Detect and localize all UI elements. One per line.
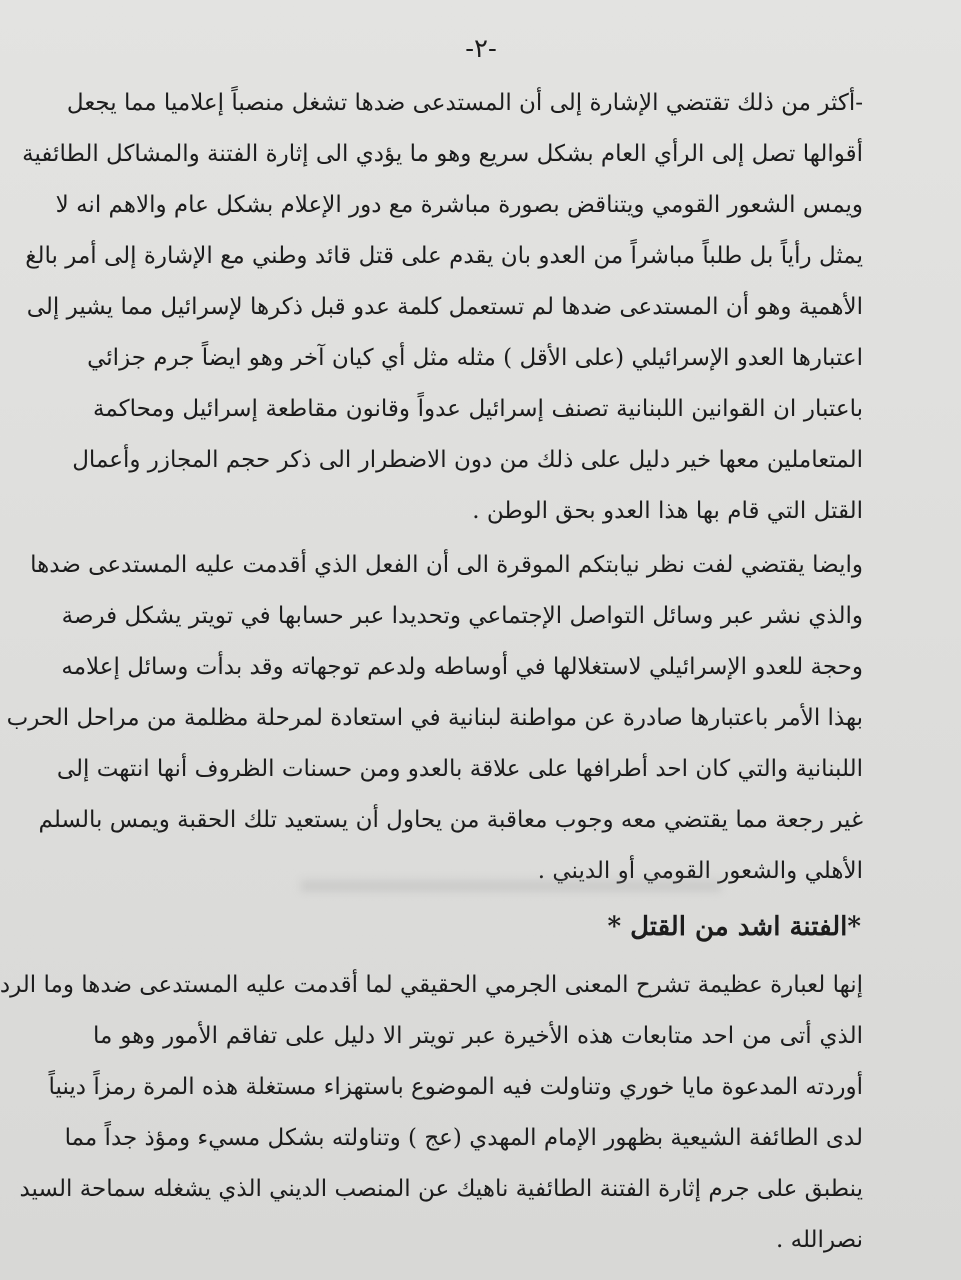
paragraph-line: الأهلي والشعور القومي أو الديني . xyxy=(537,858,863,884)
paragraph-line: وحجة للعدو الإسرائيلي لاستغلالها في أوساطه ولدعم توجهاته وقد بدأت وسائل إعلامه xyxy=(61,654,863,680)
paragraph-line: أوردته المدعوة مايا خوري وتناولت فيه الموضوع باستهزاء مستغلة هذه المرة رمزاً دينياً xyxy=(48,1074,863,1100)
paragraph-line: وايضا يقتضي لفت نظر نيابتكم الموقرة الى أن الفعل الذي أقدمت عليه المستدعى ضدها xyxy=(30,552,863,578)
paragraph-line: أقوالها تصل إلى الرأي العام بشكل سريع وهو ما يؤدي الى إثارة الفتنة والمشاكل الطائفية xyxy=(22,141,863,167)
paragraph-line: لدى الطائفة الشيعية بظهور الإمام المهدي (عج ) وتناولته بشكل مسيء ومؤذ جداً مما xyxy=(64,1125,863,1151)
paragraph-line: غير رجعة مما يقتضي معه وجوب معاقبة من يحاول أن يستعيد تلك الحقبة ويمس بالسلم xyxy=(38,807,863,833)
paper-smudge xyxy=(301,880,721,892)
page-number: -٢- xyxy=(465,34,497,64)
paragraph-line: اعتبارها العدو الإسرائيلي (على الأقل ) مثله مثل أي كيان آخر وهو ايضاً جرم جزائي xyxy=(87,345,863,371)
paragraph-line: اللبنانية والتي كان احد أطرافها على علاقة بالعدو ومن حسنات الظروف أنها انتهت إلى xyxy=(56,756,863,782)
paragraph-line: الأهمية وهو أن المستدعى ضدها لم تستعمل كلمة عدو قبل ذكرها لإسرائيل مما يشير إلى xyxy=(26,294,863,320)
paragraph-1 xyxy=(22,78,863,537)
paragraph-line: بهذا الأمر باعتبارها صادرة عن مواطنة لبنانية في استعادة لمرحلة مظلمة من مراحل الحرب xyxy=(6,705,863,731)
paragraph-line: ينطبق على جرم إثارة الفتنة الطائفية ناهيك عن المنصب الديني الذي يشغله سماحة السيد xyxy=(19,1176,863,1202)
paragraph-line: الذي أتى من احد متابعات هذه الأخيرة عبر تويتر الا دليل على تفاقم الأمور وهو ما xyxy=(93,1023,863,1049)
paragraph-line: باعتبار ان القوانين اللبنانية تصنف إسرائيل عدواً وقانون مقاطعة إسرائيل ومحاكمة xyxy=(93,396,863,422)
paragraph-line: القتل التي قام بها هذا العدو بحق الوطن . xyxy=(472,498,863,524)
paragraph-line: نصرالله . xyxy=(775,1227,863,1253)
paragraph-3 xyxy=(0,960,863,1266)
paragraph-2 xyxy=(6,540,863,897)
paragraph-line: والذي نشر عبر وسائل التواصل الإجتماعي وتحديدا عبر حسابها في تويتر يشكل فرصة xyxy=(61,603,863,629)
paragraph-line: يمثل رأياً بل طلباً مباشراً من العدو بان يقدم على قتل قائد وطني مع الإشارة إلى أمر بالغ xyxy=(25,243,863,269)
paragraph-line: -أكثر من ذلك تقتضي الإشارة إلى أن المستدعى ضدها تشغل منصباً إعلاميا مما يجعل xyxy=(66,90,863,116)
paragraph-line: ويمس الشعور القومي ويتناقض بصورة مباشرة مع دور الإعلام بشكل عام والاهم انه لا xyxy=(55,192,863,218)
section-heading: *الفتنة اشد من القتل * xyxy=(607,912,861,942)
paragraph-line: المتعاملين معها خير دليل على ذلك من دون الاضطرار الى ذكر حجم المجازر وأعمال xyxy=(72,447,863,473)
paragraph-line: إنها لعبارة عظيمة تشرح المعنى الجرمي الحقيقي لما أقدمت عليه المستدعى ضدها وما الرد xyxy=(0,972,863,998)
document-page xyxy=(1,0,961,1280)
